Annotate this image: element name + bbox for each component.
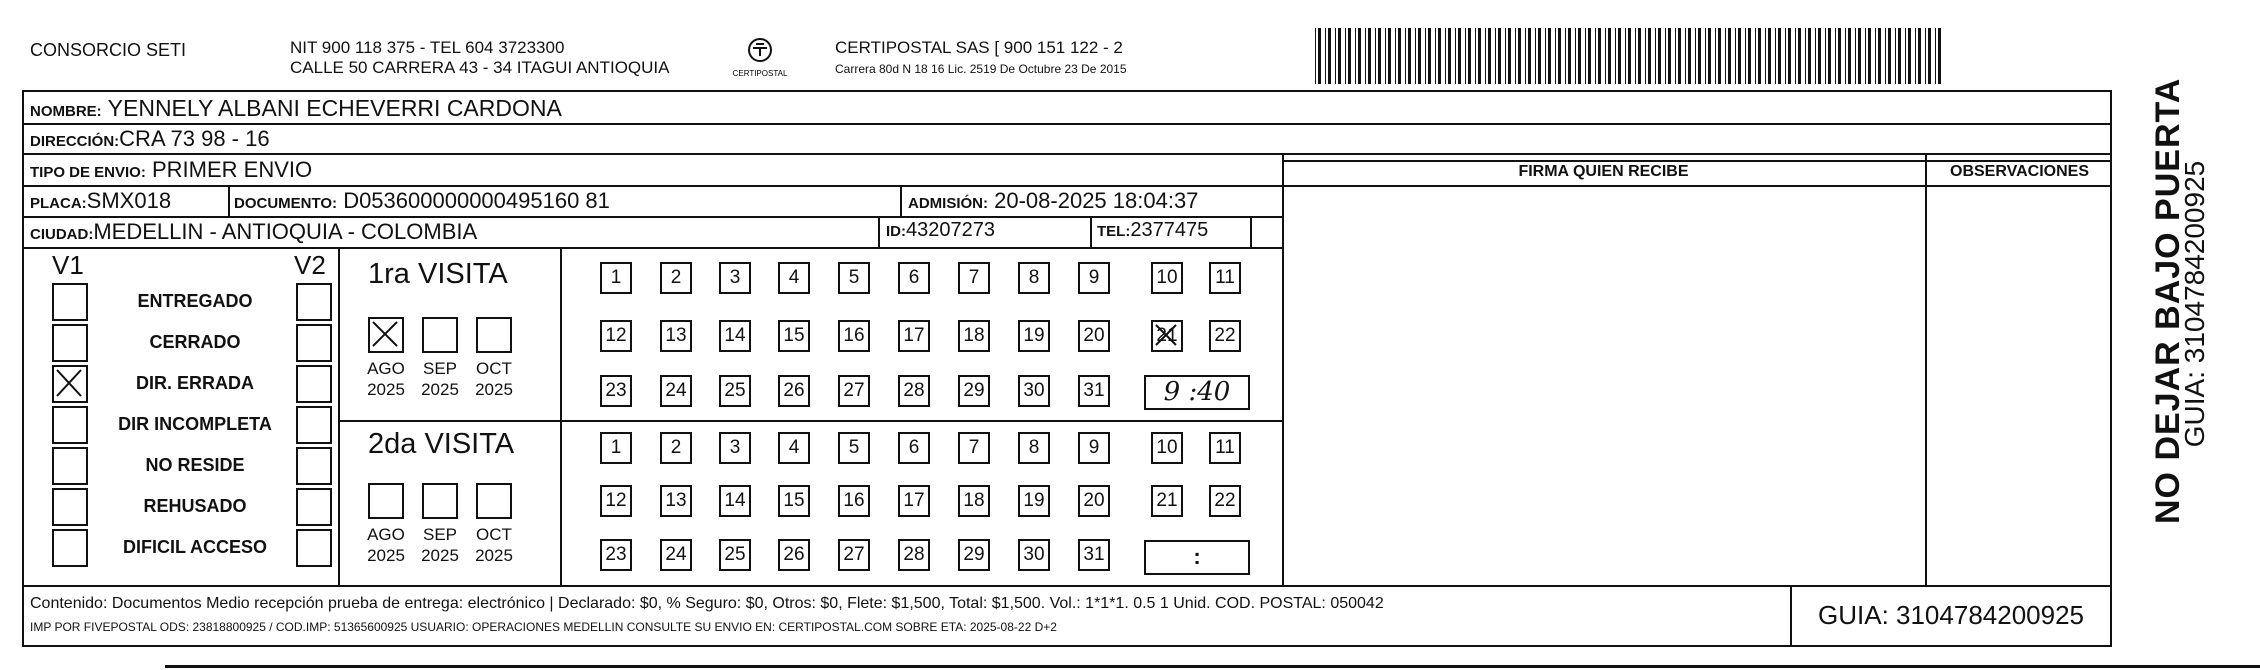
day-number: 25 <box>724 544 746 565</box>
nombre-value: YENNELY ALBANI ECHEVERRI CARDONA <box>107 95 562 121</box>
day-box[interactable] <box>719 375 751 407</box>
status-label: NO RESIDE <box>145 455 245 475</box>
day-box[interactable] <box>719 320 751 352</box>
admision-row: ADMISIÓN: 20-08-2025 18:04:37 <box>908 188 1199 213</box>
documento-row: DOCUMENTO: D053600000000495160 81 <box>234 188 610 213</box>
day-number: 9 <box>1088 267 1100 288</box>
status-label: CERRADO <box>149 332 241 352</box>
day-box[interactable] <box>1151 485 1183 517</box>
day-box[interactable] <box>1078 539 1110 571</box>
placa-value: SMX018 <box>86 188 172 213</box>
day-box[interactable] <box>719 262 751 294</box>
day-box[interactable] <box>1209 262 1241 294</box>
v1-checkbox[interactable] <box>52 283 88 321</box>
day-box[interactable] <box>1078 432 1110 464</box>
day-number: 15 <box>783 490 805 511</box>
footer-content: Contenido: Documentos Medio recepción prueba de entrega: electrónico | Declarado: $0, % Seguro: $0, Otros: $0, Flete: $1,500, Total: $1,500. Vol.: 1*1*1. 0.5 1 Unid. COD. POSTAL: 050042 <box>30 595 1384 612</box>
month-label: OCT <box>476 359 512 378</box>
day-box[interactable] <box>958 539 990 571</box>
observaciones-header: OBSERVACIONES <box>1950 163 2089 180</box>
day-box[interactable] <box>778 375 810 407</box>
month-checkbox[interactable] <box>422 317 458 353</box>
day-box[interactable] <box>1078 485 1110 517</box>
nombre-row: NOMBRE: YENNELY ALBANI ECHEVERRI CARDONA <box>30 95 562 121</box>
day-box[interactable] <box>898 375 930 407</box>
certipostal-address: Carrera 80d N 18 16 Lic. 2519 De Octubre 23 De 2015 <box>835 62 1127 76</box>
day-number: 28 <box>903 544 925 565</box>
day-box[interactable] <box>1018 539 1050 571</box>
v2-checkbox[interactable] <box>296 324 332 362</box>
day-number: 27 <box>843 380 865 401</box>
day-number: 29 <box>963 380 985 401</box>
v2-checkbox[interactable] <box>296 529 332 567</box>
day-number: 31 <box>1083 380 1105 401</box>
footer-guia: GUIA: 3104784200925 <box>1818 600 2084 630</box>
day-number: 22 <box>1214 490 1236 511</box>
day-number: 3 <box>729 437 741 458</box>
day-number: 2 <box>670 437 682 458</box>
day-number: 11 <box>1215 437 1235 458</box>
address-line: CALLE 50 CARRERA 43 - 34 ITAGUI ANTIOQUIA <box>290 58 670 77</box>
v1-checkbox[interactable] <box>52 365 88 403</box>
day-box[interactable] <box>1018 320 1050 352</box>
day-box[interactable] <box>1151 432 1183 464</box>
day-box[interactable] <box>660 485 692 517</box>
side-panel <box>2118 77 2228 560</box>
v2-checkbox[interactable] <box>296 406 332 444</box>
tipo-value: PRIMER ENVIO <box>151 157 313 182</box>
v2-checkbox[interactable] <box>296 447 332 485</box>
day-box[interactable] <box>600 485 632 517</box>
barcode <box>1315 28 1945 84</box>
day-number: 13 <box>665 490 687 511</box>
v1-checkbox[interactable] <box>52 529 88 567</box>
day-box[interactable] <box>719 432 751 464</box>
day-box[interactable] <box>660 375 692 407</box>
day-number: 2 <box>670 267 682 288</box>
day-box[interactable] <box>1151 320 1183 352</box>
day-box[interactable] <box>600 320 632 352</box>
month-checkbox[interactable] <box>476 483 512 519</box>
day-box[interactable] <box>600 375 632 407</box>
day-box[interactable] <box>1209 485 1241 517</box>
month-label: SEP <box>422 525 458 544</box>
day-box[interactable] <box>838 320 870 352</box>
year-label: 2025 <box>367 546 405 565</box>
placa-row: PLACA:SMX018 <box>30 188 172 213</box>
day-number: 4 <box>788 267 800 288</box>
v1-checkbox[interactable] <box>52 447 88 485</box>
day-box[interactable] <box>1209 320 1241 352</box>
status-label: DIFICIL ACCESO <box>122 537 267 557</box>
nit-line: NIT 900 118 375 - TEL 604 3723300 <box>290 38 565 57</box>
day-box[interactable] <box>600 262 632 294</box>
day-box[interactable] <box>1078 320 1110 352</box>
day-box[interactable] <box>1018 375 1050 407</box>
id-value: 43207273 <box>906 219 995 241</box>
day-box[interactable] <box>1209 432 1241 464</box>
day-box[interactable] <box>958 485 990 517</box>
day-box[interactable] <box>958 320 990 352</box>
v2-checkbox[interactable] <box>296 365 332 403</box>
day-box[interactable] <box>958 375 990 407</box>
day-box[interactable] <box>898 262 930 294</box>
day-number: 30 <box>1023 380 1045 401</box>
v1-label: V1 <box>52 250 84 280</box>
day-box[interactable] <box>838 539 870 571</box>
footer-imp: IMP POR FIVEPOSTAL ODS: 23818800925 / COD.IMP: 51365600925 USUARIO: OPERACIONES MEDELLIN CONSULTE SU ENVIO EN: CERTIPOSTAL.COM SOBRE ETA: 2025-08-22 D+2 <box>30 620 1057 634</box>
day-number: 15 <box>783 325 805 346</box>
day-box[interactable] <box>1018 432 1050 464</box>
day-number: 11 <box>1215 267 1235 288</box>
tel-value: 2377475 <box>1130 219 1209 241</box>
admision-value: 20-08-2025 18:04:37 <box>994 188 1199 213</box>
day-number: 10 <box>1156 437 1178 458</box>
day-number: 6 <box>908 437 920 458</box>
day-box[interactable] <box>778 262 810 294</box>
day-box[interactable] <box>898 485 930 517</box>
visit1-time: 9 :40 <box>1163 377 1231 407</box>
status-label: REHUSADO <box>143 496 247 516</box>
day-number: 10 <box>1156 267 1178 288</box>
day-box[interactable] <box>778 432 810 464</box>
day-number: 17 <box>903 325 925 346</box>
day-number: 24 <box>665 544 687 565</box>
day-number: 16 <box>843 325 865 346</box>
logo-text: CERTIPOSTAL <box>732 69 788 78</box>
company-name: CONSORCIO SETI <box>30 40 187 60</box>
status-label: DIR. ERRADA <box>135 373 254 393</box>
month-label: AGO <box>367 525 405 544</box>
day-box[interactable] <box>958 432 990 464</box>
day-box[interactable] <box>838 432 870 464</box>
day-box[interactable] <box>660 539 692 571</box>
day-number: 13 <box>665 325 687 346</box>
day-number: 8 <box>1028 267 1040 288</box>
day-number: 22 <box>1214 325 1236 346</box>
month-label: SEP <box>422 359 458 378</box>
day-number: 5 <box>848 437 860 458</box>
v1-checkbox[interactable] <box>52 406 88 444</box>
month-label: OCT <box>476 525 512 544</box>
day-box[interactable] <box>1078 375 1110 407</box>
day-number: 19 <box>1023 325 1045 346</box>
year-label: 2025 <box>475 380 513 399</box>
day-number: 31 <box>1083 544 1105 565</box>
day-number: 4 <box>788 437 800 458</box>
day-box[interactable] <box>898 539 930 571</box>
day-box[interactable] <box>1018 485 1050 517</box>
day-box[interactable] <box>778 539 810 571</box>
day-number: 21 <box>1156 490 1178 511</box>
day-box[interactable] <box>1151 262 1183 294</box>
day-number: 12 <box>605 490 627 511</box>
month-checkbox[interactable] <box>368 317 404 353</box>
day-box[interactable] <box>719 539 751 571</box>
day-number: 5 <box>848 267 860 288</box>
day-box[interactable] <box>1078 262 1110 294</box>
side-warning: NO DEJAR BAJO PUERTA <box>2149 77 2187 524</box>
day-number: 17 <box>903 490 925 511</box>
day-number: 29 <box>963 544 985 565</box>
day-number: 12 <box>605 325 627 346</box>
v2-checkbox[interactable] <box>296 488 332 526</box>
day-number: 1 <box>610 267 622 288</box>
day-number: 20 <box>1083 490 1105 511</box>
day-box[interactable] <box>778 485 810 517</box>
ciudad-row: CIUDAD:MEDELLIN - ANTIOQUIA - COLOMBIA <box>30 219 478 244</box>
day-number: 3 <box>729 267 741 288</box>
firma-header: FIRMA QUIEN RECIBE <box>1518 163 1689 180</box>
day-number: 25 <box>724 380 746 401</box>
day-box[interactable] <box>778 320 810 352</box>
day-number: 19 <box>1023 490 1045 511</box>
day-box[interactable] <box>838 262 870 294</box>
day-number: 28 <box>903 380 925 401</box>
tipo-row: TIPO DE ENVIO: PRIMER ENVIO <box>30 157 313 182</box>
day-number: 6 <box>908 267 920 288</box>
day-number: 18 <box>963 325 985 346</box>
id-row: ID:43207273 <box>886 219 995 241</box>
day-box[interactable] <box>1018 262 1050 294</box>
day-number: 9 <box>1088 437 1100 458</box>
ciudad-value: MEDELLIN - ANTIOQUIA - COLOMBIA <box>93 219 478 244</box>
day-box[interactable] <box>660 432 692 464</box>
year-label: 2025 <box>367 380 405 399</box>
day-number: 1 <box>610 437 622 458</box>
day-number: 23 <box>605 380 627 401</box>
day-box[interactable] <box>898 320 930 352</box>
day-number: 23 <box>605 544 627 565</box>
day-number: 26 <box>783 544 805 565</box>
year-label: 2025 <box>475 546 513 565</box>
documento-value: D053600000000495160 81 <box>343 188 610 213</box>
day-number: 27 <box>843 544 865 565</box>
visit2-time: : <box>1193 544 1201 569</box>
day-number: 14 <box>724 490 746 511</box>
day-number: 7 <box>968 437 980 458</box>
day-number: 7 <box>968 267 980 288</box>
visit2-time-box[interactable] <box>1144 540 1250 575</box>
visit1-title: 1ra VISITA <box>368 258 508 290</box>
direccion-value: CRA 73 98 - 16 <box>119 126 270 151</box>
day-number: 8 <box>1028 437 1040 458</box>
month-checkbox[interactable] <box>422 483 458 519</box>
certipostal-line: CERTIPOSTAL SAS [ 900 151 122 - 2 <box>835 38 1123 57</box>
tel-row: TEL:2377475 <box>1097 219 1209 241</box>
day-box[interactable] <box>838 485 870 517</box>
visit1-time-box[interactable] <box>1144 375 1250 410</box>
day-number: 18 <box>963 490 985 511</box>
year-label: 2025 <box>421 546 459 565</box>
v1-checkbox[interactable] <box>52 324 88 362</box>
day-number: 16 <box>843 490 865 511</box>
month-checkbox[interactable] <box>476 317 512 353</box>
day-box[interactable] <box>660 262 692 294</box>
status-label: ENTREGADO <box>137 291 253 311</box>
month-label: AGO <box>367 359 405 378</box>
status-label: DIR INCOMPLETA <box>118 414 272 434</box>
day-box[interactable] <box>660 320 692 352</box>
v2-checkbox[interactable] <box>296 283 332 321</box>
v2-label: V2 <box>294 250 326 280</box>
day-box[interactable] <box>719 485 751 517</box>
certipostal-logo <box>730 36 790 80</box>
day-box[interactable] <box>600 432 632 464</box>
day-number: 24 <box>665 380 687 401</box>
day-box[interactable] <box>898 432 930 464</box>
day-number: 14 <box>724 325 746 346</box>
month-checkbox[interactable] <box>368 483 404 519</box>
visit2-title: 2da VISITA <box>368 428 515 460</box>
day-number: 30 <box>1023 544 1045 565</box>
day-box[interactable] <box>600 539 632 571</box>
direccion-row: DIRECCIÓN:CRA 73 98 - 16 <box>30 126 270 151</box>
day-number: 20 <box>1083 325 1105 346</box>
day-number: 21 <box>1156 325 1178 346</box>
day-box[interactable] <box>958 262 990 294</box>
v1-checkbox[interactable] <box>52 488 88 526</box>
side-guia: GUIA: 3104784200925 <box>2179 160 2210 448</box>
year-label: 2025 <box>421 380 459 399</box>
day-box[interactable] <box>838 375 870 407</box>
day-number: 26 <box>783 380 805 401</box>
